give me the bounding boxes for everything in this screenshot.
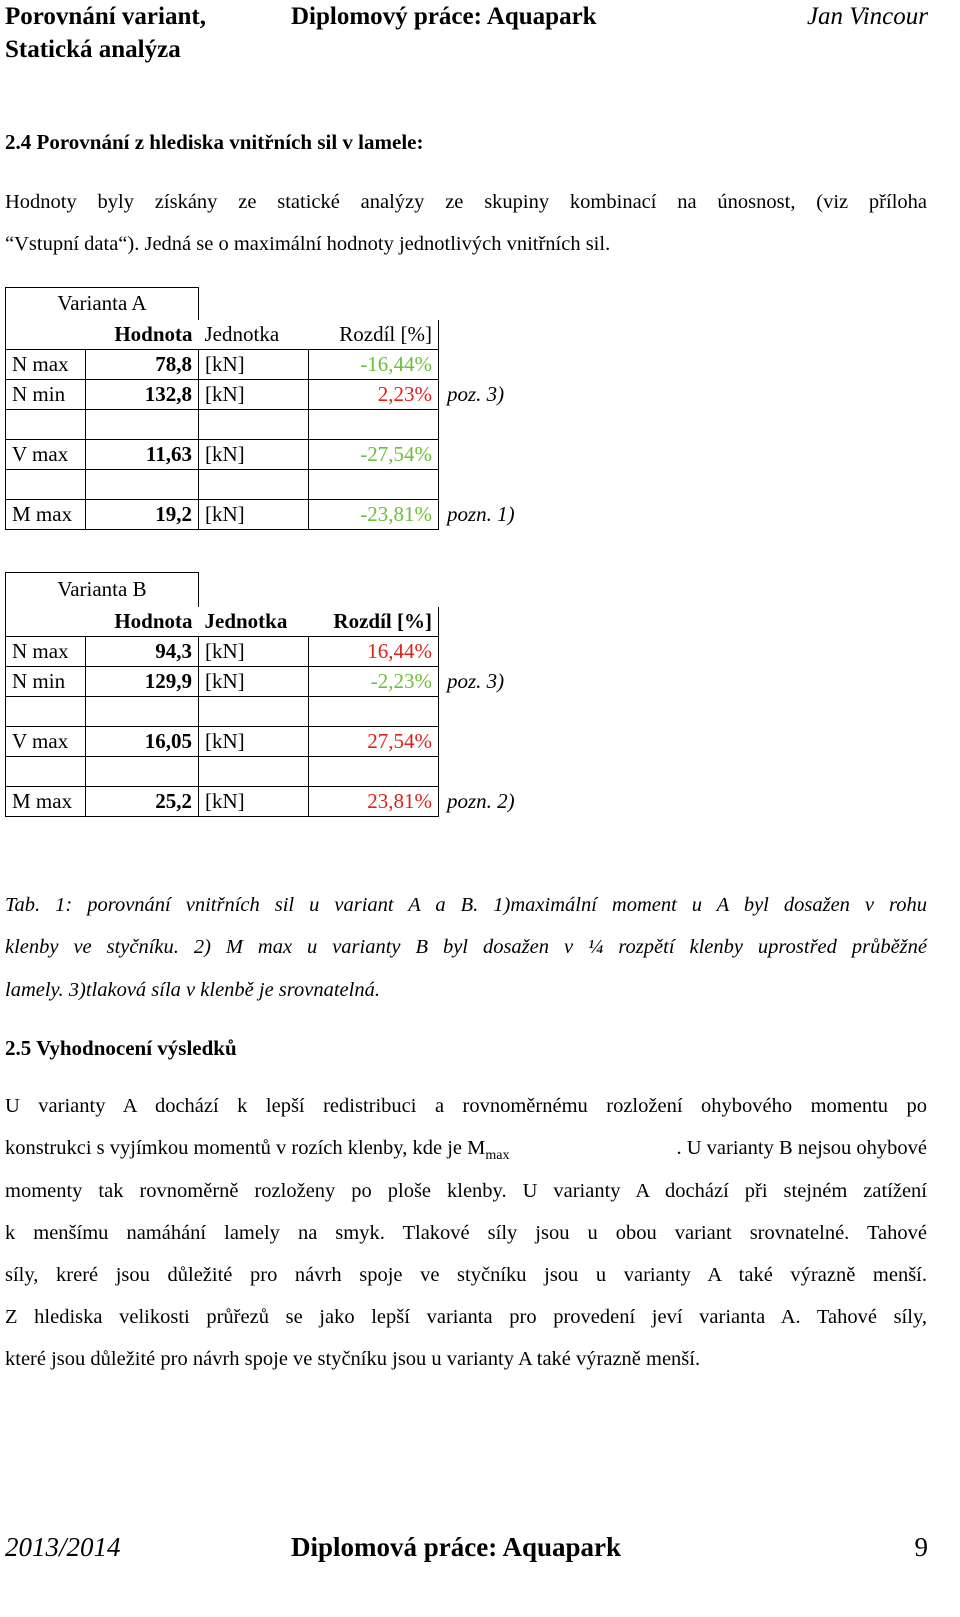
section-heading-2-4: 2.4 Porovnání z hlediska vnitřních sil v lamele: <box>5 130 424 154</box>
row-label: V max <box>6 440 86 470</box>
header-left <box>5 0 206 66</box>
col-header: Hodnota <box>86 320 199 350</box>
header-left-line2: Statická analýza <box>5 36 181 63</box>
row-diff: -16,44% <box>309 350 439 380</box>
row-value: 94,3 <box>86 637 199 667</box>
row-unit: [kN] <box>199 440 309 470</box>
row-unit: [kN] <box>199 637 309 667</box>
header-center: Diplomový práce: Aquapark <box>291 3 597 30</box>
row-label: M max <box>6 787 86 817</box>
footer-year: 2013/2014 <box>5 1532 121 1562</box>
row-value: 132,8 <box>86 380 199 410</box>
row-unit: [kN] <box>199 727 309 757</box>
section-2-5-line4: k menšímu namáhání lamely na smyk. Tlakové síly jsou u obou variant srovnatelné. Tahové <box>5 1222 927 1244</box>
section-2-5-line3: momenty tak rovnoměrně rozloženy po ploše klenby. U varianty A dochází při stejném zatížení <box>5 1180 927 1202</box>
col-header: Rozdíl [%] <box>309 607 439 637</box>
section-2-5-line1: U varianty A dochází k lepší redistribuci a rovnoměrnému rozložení ohybového momentu po <box>5 1095 927 1117</box>
row-value: 25,2 <box>86 787 199 817</box>
section-2-5-line6: Z hlediska velikosti průřezů se jako lepší varianta pro provedení jeví varianta A. Tahové síly, <box>5 1306 927 1328</box>
row-label: M max <box>6 500 86 530</box>
row-label: N min <box>6 380 86 410</box>
row-note <box>439 727 589 757</box>
row-note <box>439 350 589 380</box>
row-unit: [kN] <box>199 787 309 817</box>
row-diff: -2,23% <box>309 667 439 697</box>
table-varianta-b <box>5 572 589 817</box>
row-value: 19,2 <box>86 500 199 530</box>
table-title: Varianta B <box>6 573 199 607</box>
row-unit: [kN] <box>199 350 309 380</box>
row-unit: [kN] <box>199 500 309 530</box>
row-value: 11,63 <box>86 440 199 470</box>
row-diff: -27,54% <box>309 440 439 470</box>
section-2-5-line5: síly, kreré jsou důležité pro návrh spoje ve styčníku jsou u varianty A také výrazně menší. <box>5 1264 927 1286</box>
section-2-4-line1: Hodnoty byly získány ze statické analýzy ze skupiny kombinací na únosnost, (viz příloha <box>5 191 927 213</box>
row-unit: [kN] <box>199 380 309 410</box>
row-note <box>439 637 589 667</box>
section-heading-2-5: 2.5 Vyhodnocení výsledků <box>5 1036 237 1060</box>
row-diff: 16,44% <box>309 637 439 667</box>
col-header: Rozdíl [%] <box>309 320 439 350</box>
row-label: N min <box>6 667 86 697</box>
table-caption-line2: klenby ve styčníku. 2) M max u varianty B byl dosažen v ¼ rozpětí klenby uprostřed průběžné <box>5 936 927 958</box>
table-caption-line3: lamely. 3)tlaková síla v klenbě je srovnatelná. <box>5 979 380 1001</box>
section-2-5-line7: které jsou důležité pro návrh spoje ve styčníku jsou u varianty A také výrazně menší. <box>5 1348 701 1370</box>
row-diff: -23,81% <box>309 500 439 530</box>
header-left-line1: Porovnání variant, <box>5 3 206 30</box>
table-caption-line1: Tab. 1: porovnání vnitřních sil u variant A a B. 1)maximální moment u A byl dosažen v rohu <box>5 894 927 916</box>
footer-title: Diplomová práce: Aquapark <box>291 1532 622 1562</box>
row-note: pozn. 2) <box>447 789 515 813</box>
row-value: 78,8 <box>86 350 199 380</box>
table-varianta-a <box>5 287 589 530</box>
section-2-5-line2-tail: . U varianty B nejsou ohybové <box>676 1137 927 1159</box>
row-note: poz. 3) <box>447 669 505 693</box>
row-diff: 2,23% <box>309 380 439 410</box>
row-diff: 27,54% <box>309 727 439 757</box>
row-note: poz. 3) <box>447 382 505 406</box>
col-header: Hodnota <box>86 607 199 637</box>
row-label: V max <box>6 727 86 757</box>
row-diff: 23,81% <box>309 787 439 817</box>
section-2-4-line2: “Vstupní data“). Jedná se o maximální hodnoty jednotlivých vnitřních sil. <box>5 233 611 255</box>
row-unit: [kN] <box>199 667 309 697</box>
col-header: Jednotka <box>199 607 309 637</box>
row-note <box>439 440 589 470</box>
row-value: 129,9 <box>86 667 199 697</box>
row-label: N max <box>6 637 86 667</box>
row-note: pozn. 1) <box>447 502 515 526</box>
page-number: 9 <box>914 1532 928 1562</box>
col-header: Jednotka <box>199 320 309 350</box>
section-2-5-line2-main: konstrukci s vyjímkou momentů v rozích klenby, kde je $M_{max}$ <box>5 1137 510 1164</box>
row-label: N max <box>6 350 86 380</box>
row-value: 16,05 <box>86 727 199 757</box>
table-title: Varianta A <box>6 288 199 320</box>
header-right: Jan Vincour <box>806 3 928 30</box>
